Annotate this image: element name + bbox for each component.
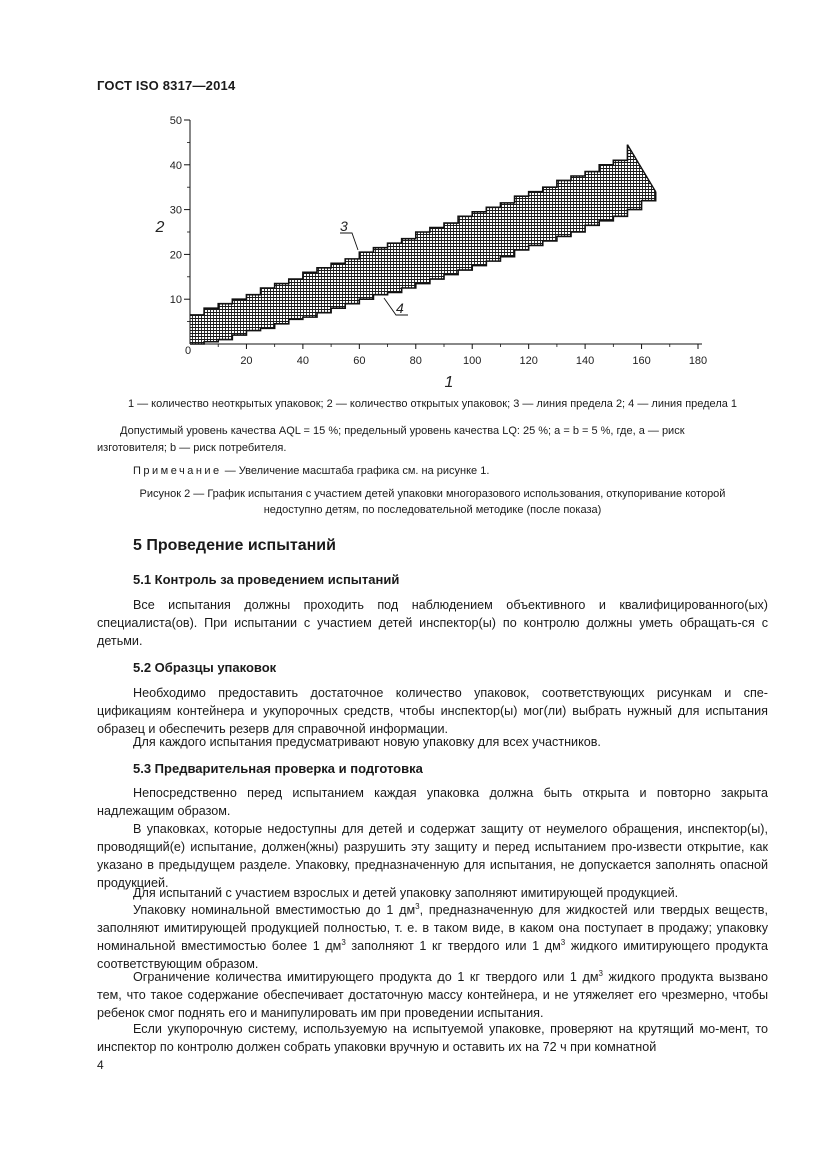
x-tick-label: 180 [688,355,708,367]
p4-part-c: заполняют 1 кг твердого или 1 дм [345,939,561,953]
x-axis-label: 1 [444,374,454,391]
section-5-title: 5 Проведение испытаний [133,537,336,554]
superscript-3: 3 [560,937,566,947]
note-text: — Увеличение масштаба графика см. на рисунке 1. [221,465,490,477]
quality-level-line2: изготовителя; b — риск потребителя. [97,442,287,454]
y-tick-label: 10 [169,294,182,307]
figure-caption-line2: недоступно детям, по последовательной методике (после показа) [263,504,602,516]
superscript-3: 3 [598,968,603,978]
section-5-3-title: 5.3 Предварительная проверка и подготовка [133,761,423,776]
y-tick-label: 40 [169,159,182,172]
section-5-3-paragraph-5 [97,968,768,1022]
y-tick-label: 20 [169,249,182,262]
x-tick-label: 160 [632,355,651,367]
annotation-4: 4 [396,300,404,316]
annotation-3: 3 [340,218,348,234]
section-5-3-paragraph-1: Непосредственно перед испытанием каждая упаковка должна быть открыта и повторно закрыта надлежащим образом. [97,786,768,818]
section-5-2-paragraph-2: Для каждого испытания предусматривают новую упаковку для всех участников. [133,735,601,749]
x-tick-label: 0 [184,345,192,357]
x-tick-label: 100 [463,355,482,367]
section-5-2-title: 5.2 Образцы упаковок [133,660,277,675]
page-number: 4 [97,1058,104,1072]
x-tick-label: 40 [296,355,310,367]
x-tick-label: 120 [519,355,538,367]
section-5-3-paragraph-6: Если укупорочную систему, используемую на испытуемой упаковке, проверяют на крутящий мо-мент, то инспектор по контролю должен собрать упаковки вручную и оставить их на 72 ч при комнатной [97,1022,768,1054]
section-5-3-paragraph-3: Для испытаний с участием взрослых и детей упаковку заполняют имитирующей продукцией. [133,886,679,900]
figure-legend: 1 — количество неоткрытых упаковок; 2 — количество открытых упаковок; 3 — линия предела 2; 4 — линия предела 1 [127,398,738,410]
x-tick-label: 20 [240,355,253,367]
superscript-3: 3 [415,901,420,911]
note-label: Примечание [133,465,222,477]
section-5-3-paragraph-2: В упаковках, которые недоступны для детей и содержат защиту от неумелого обращения, инспектор(ы), проводящий(е) испытание, должен(жны) разрушить эту защиту и перед испытанием про-извести открытие, как указано в предыдущем разделе. Упаковку, предназначенную для испытания, не допускается заполнять опасной продукцией. [97,822,768,890]
p4-part-d: жидкого имитирующего продукта соответствующим образом. [97,939,768,971]
y-tick-label: 30 [169,204,182,217]
p5-part-a: Ограничение количества имитирующего продукта до 1 кг твердого или 1 дм [133,970,599,984]
figure-note [133,463,489,480]
section-5-3-paragraph-4 [97,901,768,973]
y-tick-label: 50 [169,115,182,127]
section-5-1-paragraph: Все испытания должны проходить под наблюдением объективного и квалифицированного(ых) специалиста(ов). При испытании с участием детей инспектор(ы) по контролю должны уметь обращать-ся с детьми. [97,598,768,648]
x-tick-label: 80 [409,355,422,367]
p5-part-b: жидкого продукта вызвано тем, что такое содержание обеспечивает достаточную массу контейнера, и не утяжеляет его чрезмерно, чтобы ребенок смог поднять его и манипулировать им при проведении испытания. [97,970,768,1020]
y-axis-label: 2 [155,219,165,236]
figure-caption-line1: Рисунок 2 — График испытания с участием детей упаковки многоразового использования, откупоривание которой [139,488,726,500]
x-tick-label: 140 [575,355,595,367]
p4-part-b: , предназначенную для жидкостей или твердых веществ, заполняют имитирующей продукцией полностью, т. е. в таком виде, в каком она поступает в продажу; упаковку номинальной вместимостью более 1 дм [97,903,768,953]
quality-level-line1: Допустимый уровень качества AQL = 15 %; предельный уровень качества LQ: 25 %; a = b = 5 %, где, a — риск [120,425,685,437]
annotation-3-leader [340,233,358,250]
section-5-2-paragraph-1: Необходимо предоставить достаточное количество упаковок, соответствующих рисункам и спе-цификациям контейнера и укупорочных средств, чтобы инспектор(ы) мог(ли) выбрать нужный для испытания образец и обеспечить резерв для справочной информации. [97,686,768,736]
document-header: ГОСТ ISO 8317—2014 [97,78,236,93]
superscript-3: 3 [341,937,346,947]
x-tick-label: 60 [353,355,366,367]
section-5-1-title: 5.1 Контроль за проведением испытаний [133,572,400,587]
p4-part-a: Упаковку номинальной вместимостью до 1 дм [133,903,416,917]
test-chart [0,0,826,400]
